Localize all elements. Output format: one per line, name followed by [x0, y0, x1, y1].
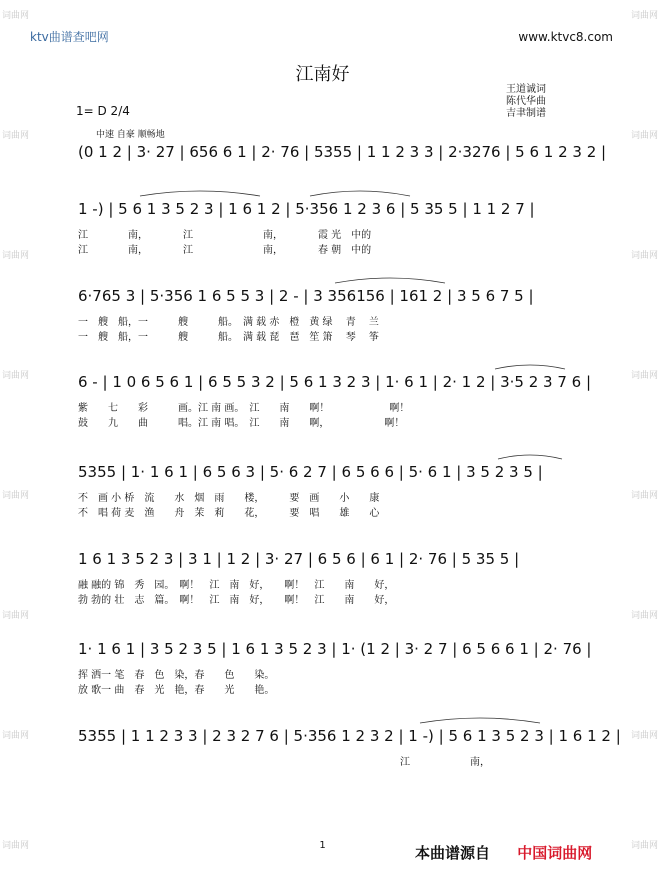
site-name-left[interactable]: ktv曲谱查吧网 — [30, 30, 109, 44]
notation-line: 5355 | 1 1 2 3 3 | 2 3 2 7 6 | 5·356 1 2 3 2 | 1 -) | 5 6 1 3 5 2 3 | 1 6 1 2 | — [78, 727, 621, 745]
notation-line: 1 -) | 5 6 1 3 5 2 3 | 1 6 1 2 | 5·356 1 2 3 6 | 5 35 5 | 1 1 2 7 | — [78, 200, 535, 218]
lyric-verse-2: 一 艘 船，一 艘 船。 满 载 琵 琶 笙 箫 琴 筝 — [78, 332, 379, 343]
score-system-1 — [78, 143, 607, 161]
watermark-left-3: 词曲网 — [2, 251, 30, 261]
lyric-verse-1: 江 南， — [400, 757, 490, 768]
score-system-6 — [78, 550, 578, 606]
lyric-verse-2: 勃 勃的 壮 志 篇。 啊！ 江 南 好， 啊！ 江 南 好， — [78, 595, 395, 606]
lyric-verse-2: 鼓 九 曲 唱。江 南 唱。 江 南 啊， 啊！ — [78, 418, 405, 429]
watermark-left-2: 词曲网 — [2, 131, 30, 141]
transcriber-credit: 吉聿制谱 — [506, 108, 546, 119]
song-title: 江南好 — [295, 64, 350, 85]
footer-source-label: 本曲谱源自 — [415, 844, 491, 862]
score-system-4 — [78, 373, 592, 429]
watermark-right-3: 词曲网 — [631, 251, 658, 261]
lyric-verse-1: 融 融的 锦 秀 园。 啊！ 江 南 好， 啊！ 江 南 好， — [78, 580, 395, 591]
page-number: 1 — [319, 840, 326, 851]
score-system-5 — [78, 463, 578, 519]
watermark-left-7: 词曲网 — [2, 731, 30, 741]
credits — [506, 84, 546, 120]
composer-credit: 陈代华曲 — [506, 96, 546, 107]
watermark-right-5: 词曲网 — [631, 491, 658, 501]
notation-line: 1 6 1 3 5 2 3 | 3 1 | 1 2 | 3· 27 | 6 5 6 | 6 1 | 2· 76 | 5 35 5 | — [78, 550, 520, 568]
lyric-verse-2: 放 歌一 曲 春 光 艳，春 光 艳。 — [78, 685, 275, 696]
key-signature: 1= D 2/4 — [76, 104, 130, 118]
notation-line: 5355 | 1· 1 6 1 | 6 5 6 3 | 5· 6 2 7 | 6 5 6 6 | 5· 6 1 | 3 5 2 3 5 | — [78, 463, 543, 481]
score-system-7 — [78, 640, 592, 696]
footer-site-link[interactable]: 中国词曲网 — [517, 844, 593, 862]
notation-line: (0 1 2 | 3· 27 | 656 6 1 | 2· 76 | 5355 | 1 1 2 3 3 | 2·3276 | 5 6 1 2 3 2 | — [78, 143, 607, 161]
tempo-marking: 中速 自豪 顺畅地 — [96, 130, 165, 140]
watermark-right-7: 词曲网 — [631, 731, 658, 741]
lyric-verse-1: 江 南， 江 南， 霞 光 中的 — [78, 230, 372, 241]
site-url-right[interactable]: www.ktvc8.com — [518, 30, 613, 44]
watermark-left-1: 词曲网 — [2, 11, 30, 21]
watermark-left-5: 词曲网 — [2, 491, 30, 501]
watermark-right-8: 词曲网 — [631, 841, 658, 851]
watermark-right-6: 词曲网 — [631, 611, 658, 621]
lyric-verse-1: 不 画 小 桥 流 水 烟 雨 楼， 要 画 小 康 — [78, 493, 380, 504]
score-system-8 — [78, 727, 621, 768]
watermark-right-4: 词曲网 — [631, 371, 658, 381]
watermark-left-8: 词曲网 — [2, 841, 30, 851]
notation-line: 1· 1 6 1 | 3 5 2 3 5 | 1 6 1 3 5 2 3 | 1· (1 2 | 3· 2 7 | 6 5 6 6 1 | 2· 76 | — [78, 640, 592, 658]
lyric-verse-1: 紫 七 彩 画。江 南 画。 江 南 啊！ 啊！ — [78, 403, 410, 414]
watermark-right-1: 词曲网 — [631, 11, 658, 21]
notation-line: 6·765 3 | 5·356 1 6 5 5 3 | 2 - | 3 356156 | 161 2 | 3 5 6 7 5 | — [78, 287, 534, 305]
footer-source — [415, 842, 592, 863]
watermark-left-4: 词曲网 — [2, 371, 30, 381]
lyric-verse-2: 不 唱 荷 麦 渔 舟 茉 莉 花， 要 唱 雄 心 — [78, 508, 380, 519]
watermark-right-2: 词曲网 — [631, 131, 658, 141]
lyricist-credit: 王道诚词 — [506, 84, 546, 95]
notation-line: 6 - | 1 0 6 5 6 1 | 6 5 5 3 2 | 5 6 1 3 2 3 | 1· 6 1 | 2· 1 2 | 3·5 2 3 7 6 | — [78, 373, 592, 391]
score-system-3 — [78, 287, 578, 343]
lyric-verse-1: 一 艘 船，一 艘 船。 满 载 赤 橙 黄 绿 青 兰 — [78, 317, 379, 328]
score-system-2 — [78, 200, 578, 256]
lyric-verse-1: 挥 洒一 笔 春 色 染，春 色 染。 — [78, 670, 275, 681]
lyric-verse-2: 江 南， 江 南， 春 朝 中的 — [78, 245, 372, 256]
watermark-left-6: 词曲网 — [2, 611, 30, 621]
